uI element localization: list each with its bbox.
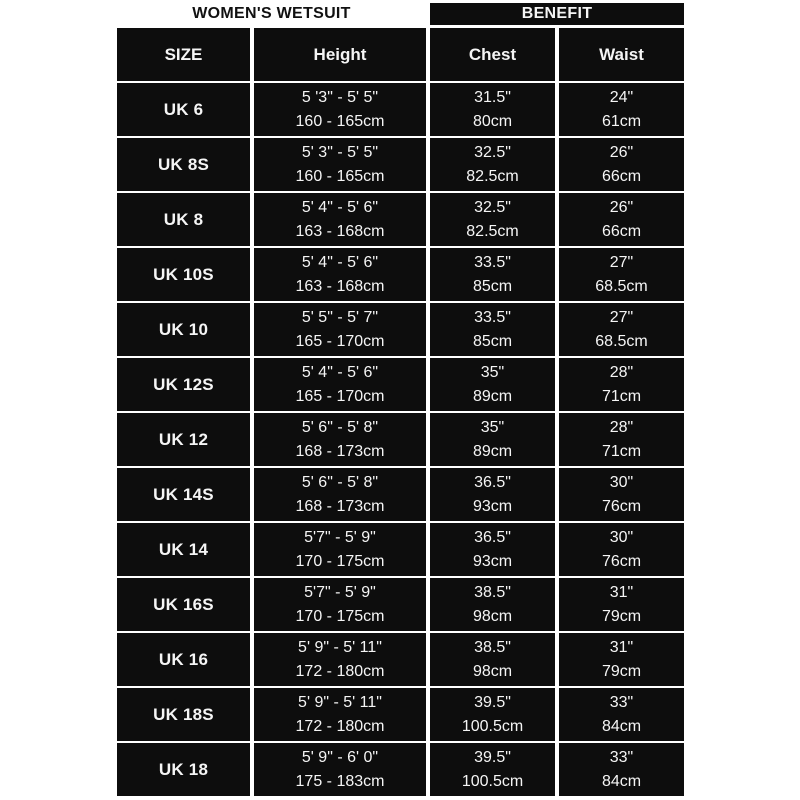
size-cell: UK 12 (117, 413, 250, 466)
waist-metric-value: 76cm (601, 497, 642, 515)
height-cell (254, 523, 426, 576)
chest-metric-value: 80cm (472, 112, 513, 130)
waist-metric-value: 71cm (601, 387, 642, 405)
chest-imperial-value: 36.5" (474, 473, 511, 491)
waist-imperial-value: 26" (609, 198, 634, 216)
waist-cell (559, 193, 684, 246)
height-metric-value: 168 - 173cm (295, 497, 385, 515)
chest-metric-value: 98cm (472, 607, 513, 625)
waist-cell (559, 633, 684, 686)
chest-metric-value: 89cm (472, 387, 513, 405)
waist-cell (559, 248, 684, 301)
waist-metric-value: 68.5cm (595, 332, 648, 350)
brand-group-left-label: WOMEN'S WETSUIT (117, 3, 426, 25)
chest-imperial-value: 39.5" (474, 748, 511, 766)
waist-cell (559, 743, 684, 796)
waist-imperial-value: 24" (609, 88, 634, 106)
size-cell: UK 8S (117, 138, 250, 191)
chest-cell (430, 688, 555, 741)
height-imperial-value: 5'7" - 5' 9" (304, 583, 376, 601)
size-cell: UK 18S (117, 688, 250, 741)
height-metric-value: 170 - 175cm (295, 552, 385, 570)
chest-imperial-value: 38.5" (474, 583, 511, 601)
size-cell: UK 8 (117, 193, 250, 246)
chest-cell (430, 138, 555, 191)
column-header-waist: Waist (559, 28, 684, 81)
waist-cell (559, 303, 684, 356)
chest-imperial-value: 33.5" (474, 253, 511, 271)
waist-imperial-value: 26" (609, 143, 634, 161)
chest-imperial-value: 31.5" (474, 88, 511, 106)
chest-cell (430, 413, 555, 466)
chest-metric-value: 85cm (472, 277, 513, 295)
height-cell (254, 688, 426, 741)
height-cell (254, 248, 426, 301)
waist-cell (559, 578, 684, 631)
height-metric-value: 170 - 175cm (295, 607, 385, 625)
size-cell: UK 16S (117, 578, 250, 631)
height-metric-value: 163 - 168cm (295, 222, 385, 240)
chest-metric-value: 82.5cm (466, 167, 519, 185)
chest-imperial-value: 36.5" (474, 528, 511, 546)
chest-cell (430, 523, 555, 576)
waist-cell (559, 83, 684, 136)
size-chart (117, 3, 684, 796)
chest-imperial-value: 32.5" (474, 143, 511, 161)
waist-imperial-value: 33" (609, 693, 634, 711)
height-cell (254, 578, 426, 631)
waist-metric-value: 84cm (601, 717, 642, 735)
waist-cell (559, 358, 684, 411)
chest-imperial-value: 35" (480, 418, 505, 436)
waist-metric-value: 76cm (601, 552, 642, 570)
size-cell: UK 6 (117, 83, 250, 136)
waist-imperial-value: 30" (609, 528, 634, 546)
waist-imperial-value: 27" (609, 308, 634, 326)
waist-cell (559, 523, 684, 576)
height-cell (254, 413, 426, 466)
height-cell (254, 193, 426, 246)
height-cell (254, 83, 426, 136)
height-imperial-value: 5'7" - 5' 9" (304, 528, 376, 546)
size-cell: UK 14 (117, 523, 250, 576)
waist-metric-value: 79cm (601, 607, 642, 625)
chest-imperial-value: 39.5" (474, 693, 511, 711)
height-metric-value: 160 - 165cm (295, 167, 385, 185)
height-imperial-value: 5' 9" - 5' 11" (298, 693, 382, 711)
chest-metric-value: 85cm (472, 332, 513, 350)
chest-cell (430, 248, 555, 301)
height-metric-value: 168 - 173cm (295, 442, 385, 460)
waist-metric-value: 61cm (601, 112, 642, 130)
waist-metric-value: 68.5cm (595, 277, 648, 295)
chest-metric-value: 82.5cm (466, 222, 519, 240)
chest-cell (430, 633, 555, 686)
height-metric-value: 172 - 180cm (295, 717, 385, 735)
chest-metric-value: 100.5cm (461, 772, 524, 790)
chest-metric-value: 93cm (472, 552, 513, 570)
chest-imperial-value: 32.5" (474, 198, 511, 216)
waist-imperial-value: 30" (609, 473, 634, 491)
height-cell (254, 468, 426, 521)
waist-cell (559, 688, 684, 741)
waist-imperial-value: 27" (609, 253, 634, 271)
size-chart-grid (117, 28, 684, 796)
height-cell (254, 633, 426, 686)
waist-metric-value: 79cm (601, 662, 642, 680)
waist-imperial-value: 31" (609, 583, 634, 601)
column-header-chest: Chest (430, 28, 555, 81)
height-metric-value: 165 - 170cm (295, 332, 385, 350)
height-cell (254, 138, 426, 191)
chest-metric-value: 89cm (472, 442, 513, 460)
table-top-header (117, 3, 684, 25)
chest-metric-value: 100.5cm (461, 717, 524, 735)
waist-imperial-value: 31" (609, 638, 634, 656)
chest-cell (430, 743, 555, 796)
chest-cell (430, 468, 555, 521)
waist-cell (559, 468, 684, 521)
waist-metric-value: 66cm (601, 222, 642, 240)
height-metric-value: 163 - 168cm (295, 277, 385, 295)
chest-metric-value: 98cm (472, 662, 513, 680)
chest-imperial-value: 33.5" (474, 308, 511, 326)
height-cell (254, 743, 426, 796)
height-imperial-value: 5' 5" - 5' 7" (301, 308, 379, 326)
chest-cell (430, 193, 555, 246)
waist-cell (559, 413, 684, 466)
height-metric-value: 160 - 165cm (295, 112, 385, 130)
waist-metric-value: 84cm (601, 772, 642, 790)
waist-imperial-value: 28" (609, 363, 634, 381)
chest-imperial-value: 38.5" (474, 638, 511, 656)
waist-metric-value: 66cm (601, 167, 642, 185)
chest-metric-value: 93cm (472, 497, 513, 515)
height-imperial-value: 5 '3" - 5' 5" (301, 88, 379, 106)
size-cell: UK 14S (117, 468, 250, 521)
height-metric-value: 165 - 170cm (295, 387, 385, 405)
height-imperial-value: 5' 9" - 5' 11" (298, 638, 382, 656)
size-cell: UK 10 (117, 303, 250, 356)
chest-imperial-value: 35" (480, 363, 505, 381)
height-cell (254, 303, 426, 356)
chest-cell (430, 303, 555, 356)
column-header-size: SIZE (117, 28, 250, 81)
size-cell: UK 12S (117, 358, 250, 411)
chest-cell (430, 358, 555, 411)
height-imperial-value: 5' 4" - 5' 6" (301, 253, 379, 271)
brand-group-right-label: BENEFIT (430, 3, 684, 25)
size-cell: UK 10S (117, 248, 250, 301)
height-imperial-value: 5' 9" - 6' 0" (301, 748, 379, 766)
waist-metric-value: 71cm (601, 442, 642, 460)
chest-cell (430, 83, 555, 136)
height-metric-value: 175 - 183cm (295, 772, 385, 790)
height-imperial-value: 5' 4" - 5' 6" (301, 198, 379, 216)
waist-cell (559, 138, 684, 191)
size-cell: UK 16 (117, 633, 250, 686)
height-imperial-value: 5' 3" - 5' 5" (301, 143, 379, 161)
column-header-height: Height (254, 28, 426, 81)
waist-imperial-value: 28" (609, 418, 634, 436)
size-cell: UK 18 (117, 743, 250, 796)
height-imperial-value: 5' 6" - 5' 8" (301, 473, 379, 491)
height-cell (254, 358, 426, 411)
chest-cell (430, 578, 555, 631)
height-imperial-value: 5' 4" - 5' 6" (301, 363, 379, 381)
height-imperial-value: 5' 6" - 5' 8" (301, 418, 379, 436)
height-metric-value: 172 - 180cm (295, 662, 385, 680)
waist-imperial-value: 33" (609, 748, 634, 766)
